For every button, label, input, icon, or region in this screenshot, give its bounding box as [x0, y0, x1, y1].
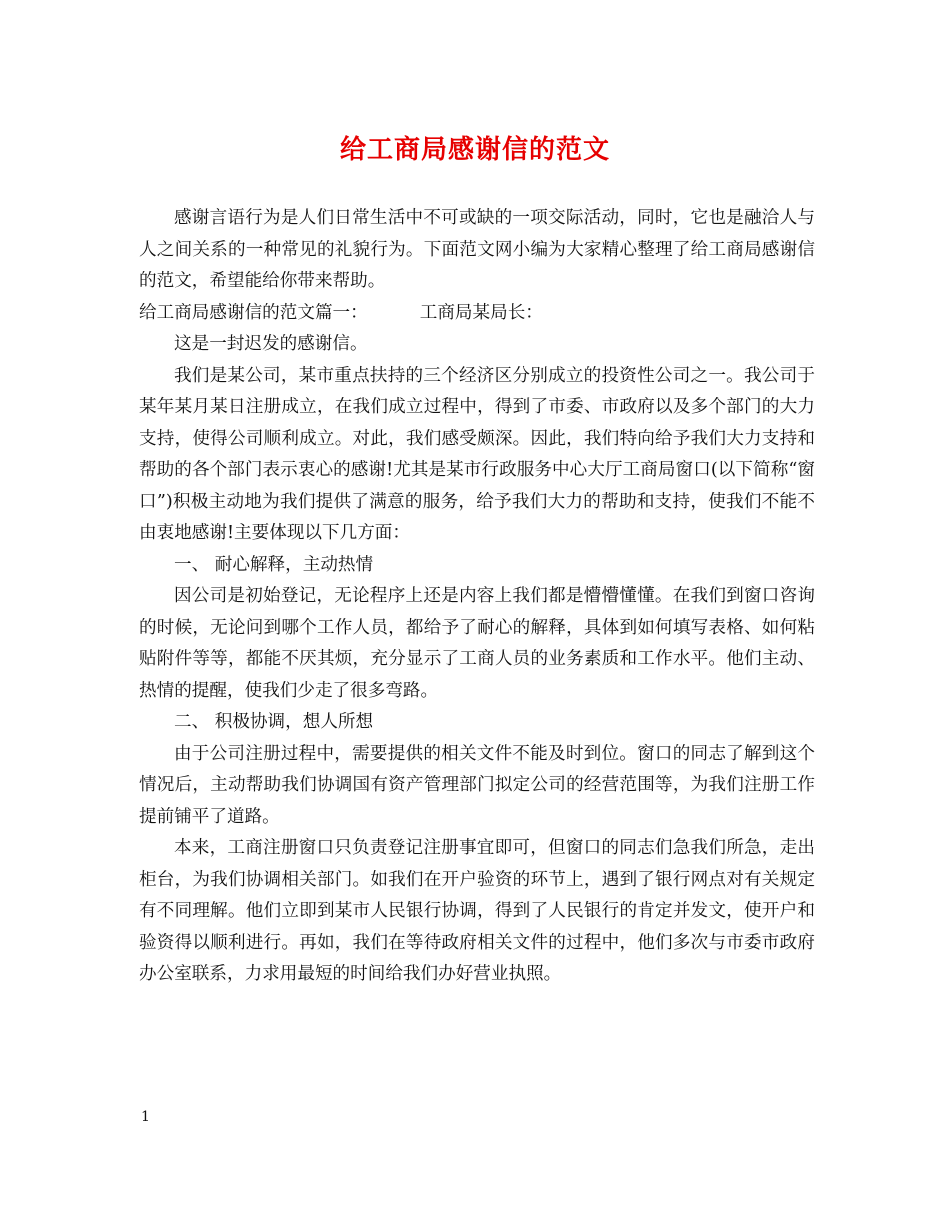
section-heading-one: 一、 耐心解释，主动热情: [174, 554, 374, 575]
paragraph-extra-help: 本来，工商注册窗口只负责登记注册事宜即可，但窗口的同志们急我们所急，走出柜台，为我们协调相关部门。如我们在开户验资的环节上，遇到了银行网点对有关规定有不同理解。他们立即到某市人民银行协调，得到了人民银行的肯定并发文，使开户和验资得以顺利进行。再如，我们在等待政府相关文件的过程中，他们多次与市委市政府办公室联系，力求用最短的时间给我们办好营业执照。: [139, 838, 815, 984]
sample-heading: 给工商局感谢信的范文篇一：: [139, 302, 368, 323]
document-title: 给工商局感谢信的范文: [339, 135, 610, 165]
paragraph-late-letter: 这是一封迟发的感谢信。: [174, 334, 368, 354]
paragraph-coordination: 由于公司注册过程中，需要提供的相关文件不能及时到位。窗口的同志了解到这个情况后，主动帮助我们协调国有资产管理部门拟定公司的经营范围等，为我们注册工作提前铺平了道路。: [139, 743, 815, 827]
page-number: 1: [141, 1109, 150, 1125]
document-body: [139, 203, 815, 991]
intro-paragraph: 感谢言语行为是人们日常生活中不可或缺的一项交际活动，同时，它也是融洽人与人之间关系的一种常见的礼貌行为。下面范文网小编为大家精心整理了给工商局感谢信的范文，希望能给你带来帮助。: [139, 208, 815, 291]
paragraph-company-intro: 我们是某公司，某市重点扶持的三个经济区分别成立的投资性公司之一。我公司于某年某月某日注册成立，在我们成立过程中，得到了市委、市政府以及多个部门的大力支持，使得公司顺利成立。对此，我们感受颇深。因此，我们特向给予我们大力支持和帮助的各个部门表示衷心的感谢!尤其是某市行政服务中心大厅工商局窗口(以下简称“窗口”)积极主动地为我们提供了满意的服务，给予我们大力的帮助和支持，使我们不能不由衷地感谢!主要体现以下几方面：: [139, 365, 815, 543]
paragraph-patient-explanation: 因公司是初始登记，无论程序上还是内容上我们都是懵懵懂懂。在我们到窗口咨询的时候，无论问到哪个工作人员，都给予了耐心的解释，具体到如何填写表格、如何粘贴附件等等，都能不厌其烦，充分显示了工商人员的业务素质和工作水平。他们主动、热情的提醒，使我们少走了很多弯路。: [139, 586, 815, 701]
salutation: 工商局某局长：: [419, 302, 543, 323]
section-heading-two: 二、 积极协调，想人所想: [174, 712, 374, 732]
salutation-line: [139, 298, 815, 330]
